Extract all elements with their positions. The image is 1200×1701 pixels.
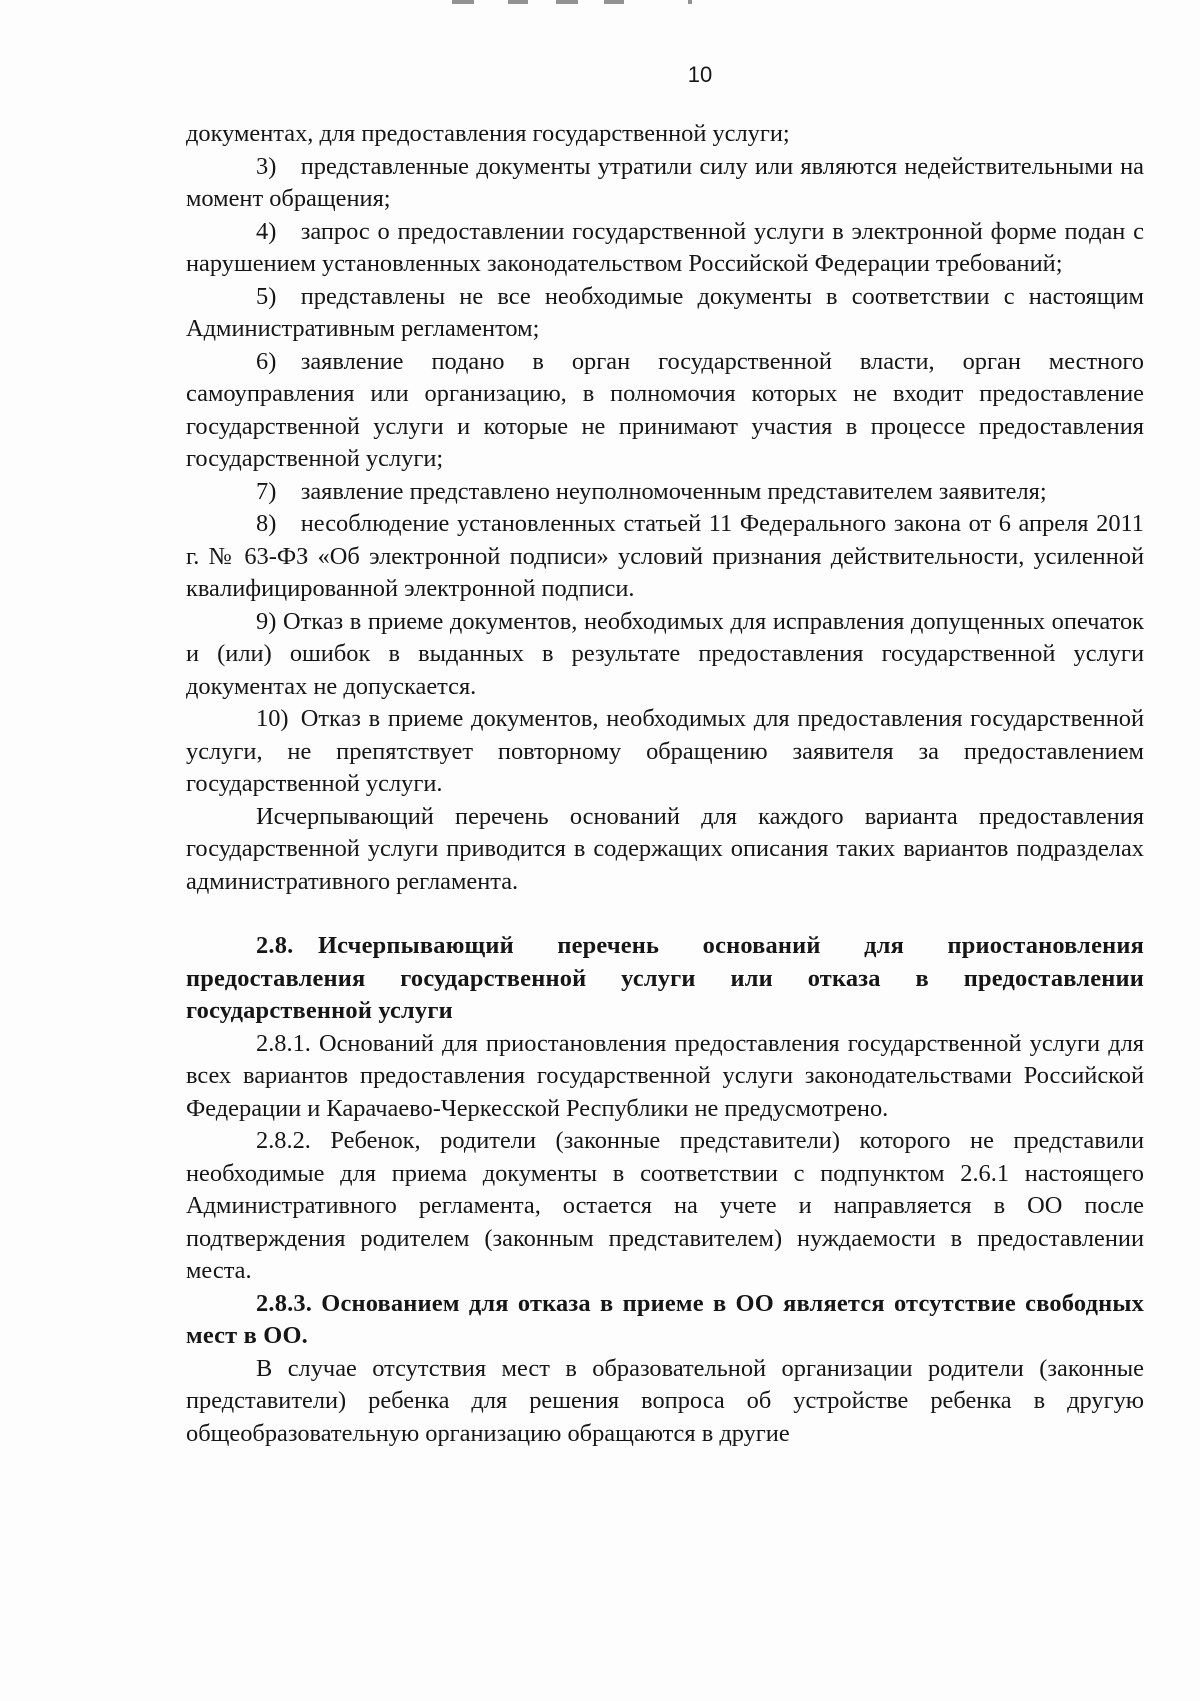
list-item-4: 4) запрос о предоставлении государственной услуги в электронной форме подан с нарушением установленных законодательством Российской Федерации требований; [186, 217, 1144, 277]
list-item-10: 10) Отказ в приеме документов, необходимых для предоставления государственной услуги, не препятствует повторному обращению заявителя за предоставлением государственной услуги. [186, 705, 1144, 797]
list-item-5: 5) представлены не все необходимые документы в соответствии с настоящим Административным регламентом; [186, 282, 1144, 342]
paragraph-continuation: документах, для предоставления государственной услуги; [186, 120, 790, 147]
list-item-9: 9) Отказ в приеме документов, необходимых для исправления допущенных опечаток и (или) ошибок в выданных в результате предоставления государственной услуги документах не допускается. [186, 607, 1144, 700]
section-heading-2-8: 2.8. Исчерпывающий перечень оснований для приостановления предоставления государственной услуги или отказа в предоставлении государственной услуги [186, 932, 1144, 1024]
clause-2-8-1: 2.8.1. Оснований для приостановления предоставления государственной услуги для всех вариантов предоставления государственной услуги законодательствами Российской Федерации и Карачаево-Черкесской Республики не предусмотрено. [186, 1029, 1144, 1122]
no-places-paragraph: В случае отсутствия мест в образовательной организации родители (законные представители) ребенка для решения вопроса об устройстве ребенка в другую общеобразовательную организацию обращаются в другие [186, 1354, 1144, 1447]
page-number: 10 [687, 62, 713, 87]
section-spacer [186, 898, 1144, 930]
exhaustive-list-paragraph: Исчерпывающий перечень оснований для каждого варианта предоставления государственной услуги приводится в содержащих описания таких вариантов подразделах административного регламента. [186, 802, 1144, 895]
clause-2-8-3-bold: 2.8.3. Основанием для отказа в приеме в ОО является отсутствие свободных мест в ОО. [186, 1289, 1144, 1349]
scan-edge-marks [452, 0, 712, 6]
document-body [186, 118, 1144, 1450]
list-item-3: 3) представленные документы утратили силу или являются недействительными на момент обращения; [186, 152, 1144, 212]
list-item-6: 6) заявление подано в орган государственной власти, орган местного самоуправления или организацию, в полномочия которых не входит предоставление государственной услуги и которые не принимают участия в процессе предоставления государственной услуги; [186, 347, 1144, 472]
clause-2-8-2: 2.8.2. Ребенок, родители (законные представители) которого не представили необходимые для приема документы в соответствии с подпунктом 2.6.1 настоящего Административного регламента, остается на учете и направляется в ОО после подтверждения родителем (законным представителем) нуждаемости в предоставлении места. [186, 1127, 1144, 1284]
list-item-8: 8) несоблюдение установленных статьей 11 Федерального закона от 6 апреля 2011 г. № 63-ФЗ «Об электронной подписи» условий признания действительности, усиленной квалифицированной электронной подписи. [186, 510, 1144, 602]
list-item-7: 7) заявление представлено неуполномоченным представителем заявителя; [256, 477, 1047, 505]
